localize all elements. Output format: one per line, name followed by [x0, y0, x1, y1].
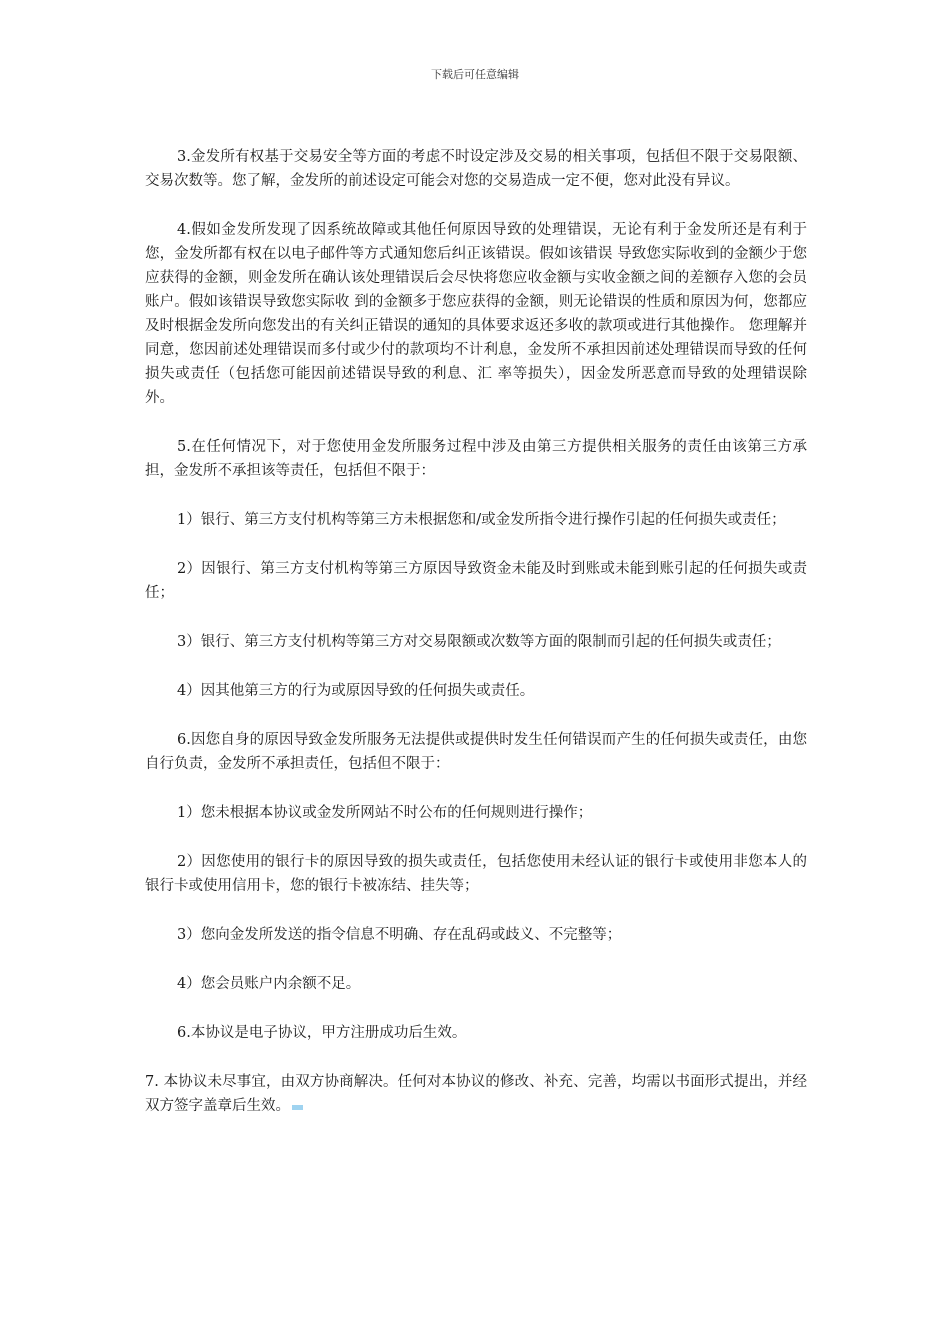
clause-6-paragraph: 6.因您自身的原因导致金发所服务无法提供或提供时发生任何错误而产生的任何损失或责任，由您自行负责，金发所不承担责任，包括但不限于： — [145, 732, 807, 772]
clause-6-item-4: 4）您会员账户内余额不足。 — [177, 976, 361, 992]
clause-3-paragraph: 3.金发所有权基于交易安全等方面的考虑不时设定涉及交易的相关事项，包括但不限于交易限额、交易次数等。您了解，金发所的前述设定可能会对您的交易造成一定不便，您对此没有异议。 — [145, 149, 807, 189]
clause-5-paragraph: 5.在任何情况下，对于您使用金发所服务过程中涉及由第三方提供相关服务的责任由该第三方承担，金发所不承担该等责任，包括但不限于： — [145, 439, 807, 479]
clause-6-item-1: 1）您未根据本协议或金发所网站不时公布的任何规则进行操作； — [177, 805, 593, 821]
clause-6-item-2: 2）因您使用的银行卡的原因导致的损失或责任，包括您使用未经认证的银行卡或使用非您本人的银行卡或使用信用卡，您的银行卡被冻结、挂失等； — [145, 854, 807, 894]
clause-5-item-2: 2）因银行、第三方支付机构等第三方原因导致资金未能及时到账或未能到账引起的任何损失或责任； — [145, 561, 807, 601]
clause-7-text: 7. 本协议未尽事宜，由双方协商解决。任何对本协议的修改、补充、完善，均需以书面形式提出，并经双方签字盖章后生效。 — [145, 1074, 807, 1114]
clause-7-paragraph — [145, 1070, 807, 1118]
document-body — [145, 145, 807, 1143]
clause-4-paragraph: 4.假如金发所发现了因系统故障或其他任何原因导致的处理错误，无论有利于金发所还是有利于您，金发所都有权在以电子邮件等方式通知您后纠正该错误。假如该错误 导致您实际收到的金额少于您应获得的金额，则金发所在确认该处理错误后会尽快将您应收金额与实收金额之间的差额存入您的会员账户。假如该错误导致您实际收 到的金额多于您应获得的金额，则无论错误的性质和原因为何，您都应及时根据金发所向您发出的有关纠正错误的通知的具体要求返还多收的款项或进行其他操作。 您理解并同意，您因前述处理错误而多付或少付的款项均不计利息，金发所不承担因前述处理错误而导致的任何损失或责任（包括您可能因前述错误导致的利息、汇 率等损失），因金发所恶意而导致的处理错误除外。 — [145, 222, 807, 406]
clause-5-item-1: 1）银行、第三方支付机构等第三方未根据您和/或金发所指令进行操作引起的任何损失或责任； — [177, 512, 786, 528]
text-cursor-mark — [292, 1105, 303, 1110]
clause-5-item-3: 3）银行、第三方支付机构等第三方对交易限额或次数等方面的限制而引起的任何损失或责任； — [177, 634, 781, 650]
page-header: 下载后可任意编辑 — [431, 68, 519, 81]
clause-6-effective-paragraph: 6.本协议是电子协议，甲方注册成功后生效。 — [177, 1025, 467, 1041]
clause-6-item-3: 3）您向金发所发送的指令信息不明确、存在乱码或歧义、不完整等； — [177, 927, 622, 943]
clause-5-item-4: 4）因其他第三方的行为或原因导致的任何损失或责任。 — [177, 683, 535, 699]
